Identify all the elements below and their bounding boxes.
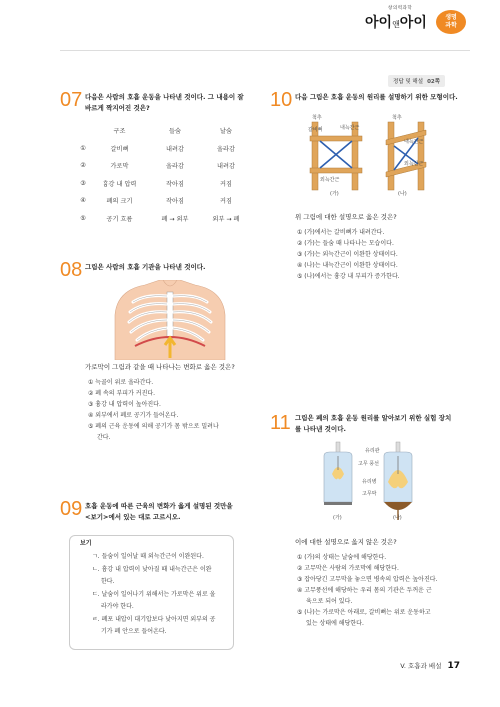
q11-option: 있는 상태에 해당한다. <box>306 620 364 627</box>
q11-label-b-cap: (나) <box>393 515 402 521</box>
q11-text-line2: 를 나타낸 것이다. <box>295 425 346 433</box>
table-cell: 작아짐 <box>166 180 184 188</box>
q07-text-line2: 바르게 짝지어진 것은? <box>85 104 150 112</box>
q11-label-balloon: 고무 풍선 <box>358 461 379 467</box>
table-cell: 폐 → 외부 <box>161 215 189 223</box>
table-cell: 올라감 <box>217 145 235 153</box>
q08-option: 간다. <box>97 434 111 441</box>
q08-number: 08 <box>60 259 83 281</box>
q10-option: ⑤ (나)에서는 흉강 내 부피가 증가한다. <box>297 273 400 280</box>
q10-label-a-outer: 외늑간근 <box>320 177 340 183</box>
q09-number: 09 <box>60 498 83 520</box>
subject-badge <box>436 10 466 34</box>
q07-table <box>75 122 250 227</box>
page-number: 17 <box>447 661 460 671</box>
brand-small-title: 창의력과학 <box>388 6 413 11</box>
q07-text-line1: 다음은 사람의 호흡 운동을 나타낸 것이다. 그 내용이 잘 <box>85 93 244 101</box>
q10-label-a-inner: 내늑간근 <box>340 125 360 131</box>
q11-sub: 이에 대한 설명으로 옳지 않은 것은? <box>295 538 397 546</box>
table-cell: 공기 흐름 <box>106 215 133 223</box>
table-cell: ③ <box>80 179 86 187</box>
boki-label: 보기 <box>80 540 92 547</box>
table-cell: 폐의 크기 <box>106 198 133 206</box>
q10-label-a-rib: 갈비뼈 <box>308 127 323 133</box>
q08-sub: 가로막이 그림과 같을 때 나타나는 변화로 옳은 것은? <box>85 363 235 371</box>
q09-items <box>92 551 232 639</box>
q08-option: ② 폐 속의 부피가 커진다. <box>88 390 156 397</box>
q11-number: 11 <box>270 412 291 434</box>
table-row <box>75 192 250 210</box>
boki-item: ㄱ. 들숨이 일어날 때 외늑간근이 이완된다. <box>92 553 204 560</box>
brand-right: 아이 <box>399 15 427 31</box>
q10-number: 10 <box>270 89 293 111</box>
q09-text <box>85 501 233 523</box>
q11-option: ④ 고무풍선에 해당하는 우리 몸의 기관은 두꺼운 근 <box>297 587 432 594</box>
q11-label-a-cap: (가) <box>333 515 342 521</box>
q10-label-a-cap: (가) <box>330 191 339 197</box>
q10-text: 다음 그림은 호흡 운동의 원리를 설명하기 위한 모형이다. <box>295 93 458 101</box>
q08-options <box>88 377 263 443</box>
boki-item: 한다. <box>101 578 115 585</box>
q11-text-line1: 그림은 폐의 호흡 운동 원리를 알아보기 위한 실험 장치 <box>295 414 452 422</box>
table-cell: 가로막 <box>110 163 129 171</box>
q09-text-line1: 호흡 운동에 따른 근육의 변화가 옳게 설명된 것만을 <box>85 502 233 510</box>
badge-line1: 생명 <box>445 14 457 21</box>
q10-label-b-outer: 외늑간근 <box>404 161 424 167</box>
q11-option: ⑤ (나)는 가로막은 아래로, 갈비뼈는 위로 운동하고 <box>297 609 431 616</box>
q11-option: ① (가)의 상태는 날숨에 해당한다. <box>297 554 387 561</box>
q10-option: ① (가)에서는 갈비뼈가 내려간다. <box>297 229 385 236</box>
brand-mid: 앤 <box>392 20 400 29</box>
table-row <box>75 140 250 158</box>
q11-option: ② 고무막은 사람의 가로막에 해당한다. <box>297 565 399 572</box>
table-cell: 내려감 <box>217 163 235 171</box>
q08-option: ⑤ 폐의 근육 운동에 의해 공기가 몸 밖으로 밀려나 <box>88 423 219 430</box>
q10-label-b-cap: (나) <box>398 191 407 197</box>
boki-item: 라가야 한다. <box>101 603 134 610</box>
table-row <box>75 210 250 228</box>
q11-label-film: 고무막 <box>362 491 377 497</box>
q08-option: ④ 외부에서 폐로 공기가 들어온다. <box>88 412 179 419</box>
q10-option: ② (가)는 들숨 때 나타나는 모습이다. <box>297 240 394 247</box>
boki-item: ㄷ. 날숨이 일어나기 위해서는 가로막은 위로 올 <box>92 590 216 598</box>
answer-page: 02쪽 <box>427 79 441 85</box>
brand-left: 아이 <box>365 15 393 31</box>
footer-chapter: V. 호흡과 배설 <box>400 662 442 670</box>
table-cell: 올라감 <box>166 163 184 171</box>
table-cell: 갈비뼈 <box>110 145 129 153</box>
table-cell: ① <box>80 144 86 152</box>
q08-option: ① 늑골이 위로 올라간다. <box>88 379 154 386</box>
q09-text-line2: <보기>에서 있는 대로 고르시오. <box>85 513 181 521</box>
answer-tab-label: 정답 및 해설 <box>393 79 424 85</box>
q10-label-b-inner: 내늑간근 <box>404 139 424 145</box>
page-footer <box>400 661 460 671</box>
q11-label-glass: 유리관 <box>365 448 380 454</box>
q10-option: ④ (나)는 내늑간근이 이완한 상태이다. <box>297 262 398 269</box>
q11-option: 육으로 되어 있다. <box>306 598 353 605</box>
badge-line2: 과학 <box>445 22 457 29</box>
table-cell: 커짐 <box>220 198 232 206</box>
q11-options <box>297 552 472 629</box>
table-cell: 흉강 내 압력 <box>102 180 137 188</box>
q08-option: ③ 흉강 내 압력이 높아진다. <box>88 401 161 408</box>
table-cell: 커짐 <box>220 180 232 188</box>
q11-label-jar: 유리병 <box>362 479 377 485</box>
chest-illustration <box>105 280 235 360</box>
q07-header-cell: 들숨 <box>169 128 181 136</box>
q10-option: ③ (가)는 외늑간근이 이완한 상태이다. <box>297 251 398 258</box>
table-cell: 외부 → 폐 <box>212 215 240 223</box>
header-divider <box>60 50 470 51</box>
table-cell: 내려감 <box>166 145 184 153</box>
q10-label-a-top: 척추 <box>312 115 322 121</box>
q11-text <box>295 413 470 435</box>
q07-text <box>85 92 245 114</box>
q08-text: 그림은 사람의 호흡 기관을 나타낸 것이다. <box>85 263 206 271</box>
q10-sub: 위 그림에 대한 설명으로 옳은 것은? <box>295 213 397 221</box>
q11-option: ③ 잡아당긴 고무막을 놓으면 병속의 압력은 높아진다. <box>297 576 438 583</box>
answer-tab[interactable] <box>388 75 445 87</box>
q07-header-row <box>75 122 250 140</box>
brand-logo <box>365 12 427 32</box>
q10-label-b-top: 척추 <box>392 115 402 121</box>
boki-item: 기가 폐 안으로 들어온다. <box>101 628 167 635</box>
q07-header-cell: 구조 <box>113 128 126 136</box>
table-row <box>75 157 250 175</box>
table-row <box>75 175 250 193</box>
boki-item: ㄹ. 폐포 내압이 대기압보다 낮아지면 외부의 공 <box>92 615 216 623</box>
q07-number: 07 <box>60 89 83 111</box>
table-cell: 작아짐 <box>166 198 184 206</box>
q10-options <box>297 227 400 282</box>
rib-model-figure <box>300 108 460 203</box>
q07-header-cell: 날숨 <box>220 128 232 136</box>
table-cell: ② <box>80 162 86 170</box>
table-cell: ④ <box>80 197 86 205</box>
table-cell: ⑤ <box>80 214 86 222</box>
boki-item: ㄴ. 흉강 내 압력이 낮아질 때 내늑간근은 이완 <box>92 565 212 573</box>
